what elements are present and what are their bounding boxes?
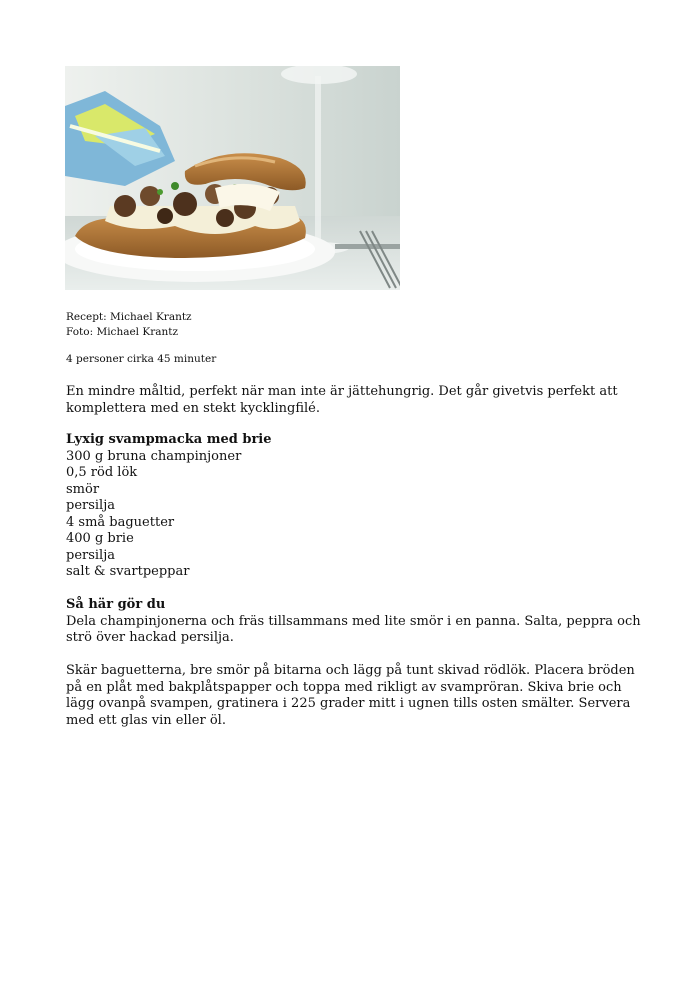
method-paragraph: Dela champinjonerna och fräs tillsammans med lite smör i en panna. Salta, peppra och strö över hackad persilja.	[66, 613, 641, 645]
ingredients-section	[66, 432, 272, 581]
method-paragraph: Skär baguetterna, bre smör på bitarna och lägg på tunt skivad rödlök. Placera bröden på en plåt med bakplåtspapper och toppa med rikligt av svampröran. Skiva brie och lägg ovanpå svampen, gratinera i 225 grader mitt i ugnen tills osten smälter. Servera med ett glas vin eller öl.	[66, 663, 635, 728]
ingredient-item: persilja	[66, 498, 115, 513]
ingredient-item: salt & svartpeppar	[66, 564, 190, 579]
credits	[66, 310, 192, 340]
method-section	[66, 597, 646, 729]
sandwich-photo-illustration	[65, 66, 400, 290]
ingredient-item: smör	[66, 481, 100, 497]
ingredient-item: persilja	[66, 547, 115, 563]
ingredient-item: 300 g bruna champinjoner	[66, 448, 242, 464]
ingredient-list	[66, 449, 272, 581]
paragraph-gap	[66, 647, 646, 664]
servings-time: 4 personer cirka 45 minuter	[66, 353, 217, 365]
ingredient-item: 4 små baguetter	[66, 514, 175, 530]
intro-text: En mindre måltid, perfekt när man inte är jättehungrig. Det går givetvis perfekt att komplettera med en stekt kycklingfilé.	[66, 384, 618, 416]
recipe-credit: Recept: Michael Krantz	[66, 311, 192, 323]
recipe-photo	[65, 66, 400, 290]
ingredient-item: 0,5 röd lök	[66, 465, 138, 480]
recipe-title: Lyxig svampmacka med brie	[66, 432, 272, 447]
ingredient-item: 400 g brie	[66, 531, 134, 546]
method-title: Så här gör du	[66, 597, 166, 612]
photo-credit: Foto: Michael Krantz	[66, 326, 179, 338]
